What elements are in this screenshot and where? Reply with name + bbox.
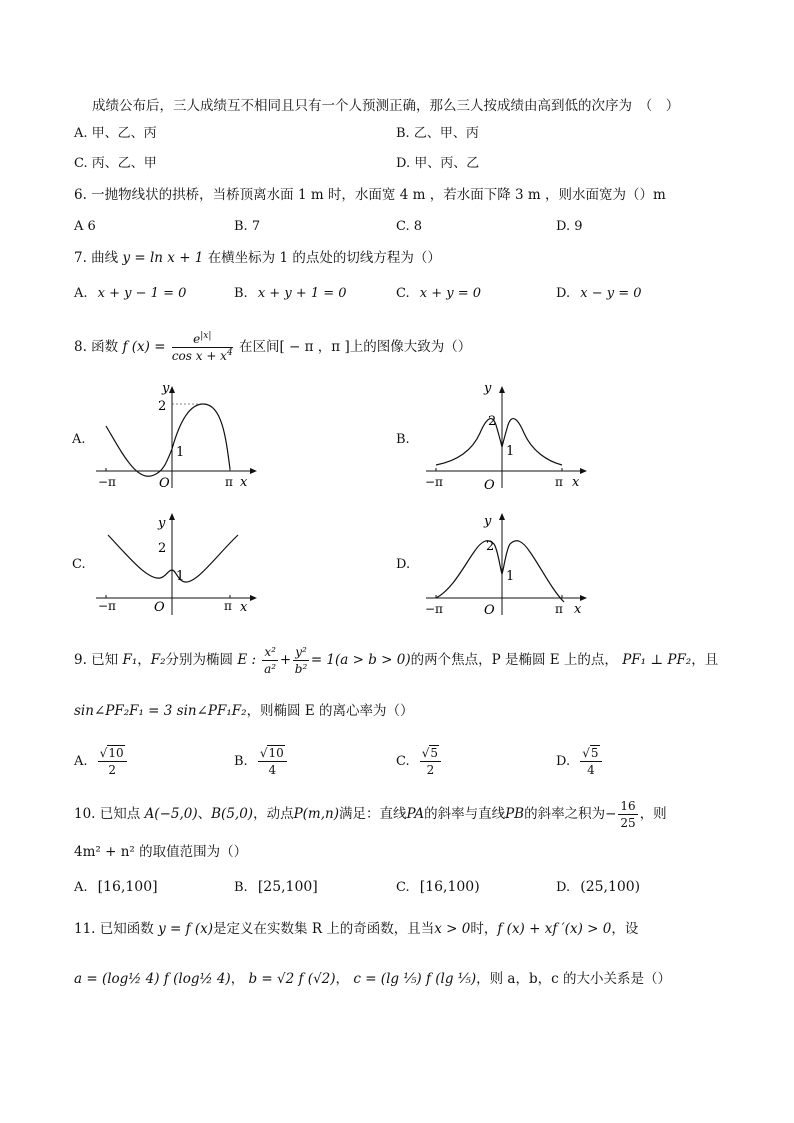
q7-curve-expr: y = ln x + 1	[122, 250, 204, 266]
q10-line-pb: PB	[505, 806, 525, 822]
q9-stem: 9. 已知 F₁，F₂分别为椭圆 E : $\frac{\text{x²}}{\text{a²}}$ + $\frac{\text{y²}}{\text{b²}}$ = 1(a > b > 0)的两个焦点，P 是椭圆 E 上的点， PF₁ ⊥ PF₂，且	[74, 645, 719, 676]
y-label: y	[158, 516, 166, 531]
q5-option-c: C. 丙、乙、甲	[74, 156, 157, 171]
x-axis-arrow	[250, 468, 257, 474]
q9-option-c	[396, 742, 443, 782]
q10-option-a-expr: [16,100]	[97, 879, 158, 895]
q9-option-c-label: C.	[396, 754, 410, 769]
q9-p-part: P 是椭圆 E 上的点，	[491, 652, 618, 668]
q8-fx: f (x) =	[122, 339, 166, 355]
q10-line-pa: PA	[406, 806, 425, 822]
q7-stem-pre: 7. 曲线	[74, 250, 119, 266]
q11-line2: a = (log½ 4) f (log½ 4)， b = √2 f (√2)， c = (lg ⅕) f (lg ⅕)，则 a，b，c 的大小关系是（）	[74, 971, 671, 987]
q9-frac-x: $\frac{\text{x²}}{\text{a²}}$	[264, 645, 277, 676]
q10-option-d	[556, 878, 640, 897]
q9-ellipse-rhs: = 1(a > b > 0)	[310, 652, 411, 668]
q6-option-c: C. 8	[396, 219, 423, 234]
q11-b-definition: b = √2 f (√2)	[248, 971, 336, 987]
q10-option-b-expr: [25,100]	[257, 879, 318, 895]
q9-option-c-num: 5	[430, 746, 439, 760]
q11-ending: ，则 a，b，c 的大小关系是（）	[476, 971, 671, 987]
q9-option-b-num: 10	[268, 746, 284, 760]
q6-stem: 6. 一抛物线状的拱桥，当桥顶离水面 1 m 时，水面宽 4 m ，若水面下降 3 m ，则水面宽为（）m	[74, 187, 666, 203]
q11-stem	[74, 920, 638, 938]
q8-den-exp: 4	[226, 348, 233, 358]
q9-tail: ，且	[691, 652, 719, 668]
q6-option-d: D. 9	[556, 219, 583, 234]
y-label: y	[162, 381, 170, 396]
q6-option-b: B. 7	[234, 219, 261, 234]
y-axis-arrow	[169, 386, 175, 393]
origin-label: O	[484, 603, 495, 618]
q5-option-a: A. 甲、乙、丙	[74, 126, 157, 141]
q10-tail: ，则	[639, 806, 667, 822]
q7-option-d-expr: x − y = 0	[580, 286, 642, 301]
q11-c-definition: c = (lg ⅕) f (lg ⅕)	[353, 971, 477, 987]
q11-mid2: 时，	[470, 921, 498, 937]
q7-option-c-label: C.	[396, 286, 410, 301]
q9-frac-y: $\frac{\text{y²}}{\text{b²}}$	[294, 645, 308, 676]
q10-point-a: A(−5,0)	[144, 806, 198, 822]
q8-stem-post: 在区间[ − π ，π ]上的图像大致为（）	[238, 339, 472, 355]
q5-stem: 成绩公布后，三人成绩互不相同且只有一个人预测正确，那么三人按成绩由高到低的次序为 （ ）	[92, 98, 680, 114]
q10-stem-pre: 10. 已知点	[74, 806, 141, 822]
q10-option-b	[234, 878, 318, 897]
q7-option-c-expr: x + y = 0	[419, 286, 482, 301]
q10-option-b-label: B.	[234, 880, 248, 895]
tick-2-label: 2	[488, 414, 497, 429]
q7-option-d-label: D.	[556, 286, 571, 301]
q8-fraction	[172, 331, 233, 364]
origin-label: O	[154, 600, 165, 615]
q11-mid: 是定义在实数集 R 上的奇函数，且当	[213, 921, 435, 937]
q11-tail: ，设	[611, 921, 639, 937]
q11-function: y = f (x)	[158, 921, 214, 937]
q10-stem: 10. 已知点 A(−5,0)、B(5,0)，动点P(m,n)满足：直线PA的斜率与直线PB的斜率之积为− $\frac{16}{25}$ ，则	[74, 799, 667, 830]
q9-option-b	[234, 742, 289, 782]
q9-sep: ，	[137, 652, 151, 668]
q8-den-base: cos x + x	[171, 349, 227, 363]
q8-numerator	[172, 331, 233, 348]
q9-option-d-label: D.	[556, 754, 571, 769]
q10-mid: ，动点	[253, 806, 294, 822]
q9-f1: F₁	[122, 652, 138, 668]
pi-label: π	[555, 475, 563, 489]
q8-graph-c-label: C.	[72, 557, 86, 572]
q10-ratio-den: 25	[620, 816, 636, 830]
tick-2-label: 2	[158, 541, 167, 556]
neg-pi-label: −π	[98, 475, 116, 489]
q7-option-a	[74, 285, 186, 303]
q10-option-c-expr: [16,100)	[419, 879, 480, 895]
q10-line2: 4m² + n² 的取值范围为（）	[74, 844, 248, 860]
q7-option-d	[556, 285, 642, 303]
q9-line2	[74, 702, 414, 720]
q10-mid3: 的斜率与直线	[424, 806, 506, 822]
q10-option-a-label: A.	[74, 880, 88, 895]
q8-num-base: e	[193, 332, 201, 346]
q8-stem-pre: 8. 函数	[74, 339, 119, 355]
x-axis-arrow	[580, 468, 587, 474]
x-axis-arrow	[580, 595, 587, 601]
q9-option-d-den: 4	[587, 763, 595, 777]
q10-mid4: 的斜率之积为	[524, 806, 606, 822]
pi-label: π	[555, 602, 563, 616]
q9-option-a-den: 2	[108, 763, 116, 777]
tick-1-label: 1	[506, 569, 515, 584]
q8-graph-b	[422, 383, 592, 493]
q9-option-c-den: 2	[426, 763, 435, 777]
x-axis-arrow	[250, 595, 257, 601]
q9-perp: PF₁ ⊥ PF₂	[622, 652, 692, 668]
q9-option-a-num: 10	[108, 746, 124, 760]
q10-sep: 、	[197, 806, 212, 822]
x-label: x	[240, 600, 248, 615]
origin-label: O	[484, 478, 495, 493]
q7-stem	[74, 249, 441, 267]
q7-option-c	[396, 285, 481, 303]
q11-a-definition: a = (log½ 4) f (log½ 4)	[74, 971, 231, 987]
q10-option-c-label: C.	[396, 880, 410, 895]
graph-curve	[108, 535, 238, 582]
pi-label: π	[225, 475, 233, 489]
q8-denominator	[172, 348, 233, 364]
q7-option-b	[234, 285, 347, 303]
q9-option-a-label: A.	[74, 754, 88, 769]
q10-option-a	[74, 878, 158, 897]
q8-graph-d	[422, 510, 592, 620]
x-label: x	[240, 475, 248, 490]
q9-sine-relation: sin∠PF₂F₁ = 3 sin∠PF₁F₂	[74, 703, 247, 719]
graph-curve	[436, 419, 562, 465]
q9-option-a-frac: $\frac{√10}{2}$	[98, 745, 127, 778]
q9-option-d	[556, 742, 604, 782]
y-axis-arrow	[169, 513, 175, 520]
q11-inequality: f (x) + xf ′(x) > 0	[497, 921, 612, 937]
pi-label: π	[224, 599, 232, 613]
q7-option-b-label: B.	[234, 286, 248, 301]
q7-stem-post: 在横坐标为 1 的点处的切线方程为（）	[207, 250, 441, 266]
q9-line2-post: ，则椭圆 E 的离心率为（）	[246, 703, 414, 719]
x-label: x	[574, 602, 582, 617]
q10-point-p: P(m,n)	[293, 806, 339, 822]
q7-option-a-label: A.	[74, 286, 88, 301]
neg-pi-label: −π	[425, 475, 443, 489]
q10-option-c	[396, 878, 480, 897]
q6-option-a: A 6	[74, 219, 96, 234]
q10-ratio-num: 16	[620, 799, 636, 813]
q9-option-d-frac: $\frac{√5}{4}$	[580, 745, 601, 778]
q7-option-b-expr: x + y + 1 = 0	[257, 286, 347, 301]
graph-curve	[106, 404, 230, 476]
q8-graph-d-label: D.	[396, 557, 411, 572]
q10-option-d-expr: (25,100)	[580, 879, 641, 895]
q8-graph-a	[92, 383, 262, 493]
q9-ellipse-name: E :	[237, 652, 257, 668]
q8-num-exp: |x|	[200, 331, 212, 341]
q10-ratio	[618, 798, 637, 831]
q9-option-d-num: 5	[590, 746, 599, 760]
q8-graph-c	[92, 510, 262, 620]
y-label: y	[484, 514, 492, 529]
q10-mid2: 满足：直线	[338, 806, 407, 822]
q9-option-b-frac: $\frac{√10}{4}$	[258, 745, 287, 778]
q9-stem-pre: 9. 已知	[74, 652, 119, 668]
q7-option-a-expr: x + y − 1 = 0	[97, 286, 187, 301]
q8-graph-a-label: A.	[72, 432, 86, 447]
q9-option-b-label: B.	[234, 754, 248, 769]
q11-stem-pre: 11. 已知函数	[74, 921, 154, 937]
q9-mid2: 的两个焦点，	[410, 652, 492, 668]
y-axis-arrow	[499, 386, 505, 393]
q8-graph-b-label: B.	[396, 432, 410, 447]
q11-condition: x > 0	[434, 921, 471, 937]
x-label: x	[572, 475, 580, 490]
q9-option-a	[74, 742, 129, 782]
tick-2-label: 2	[158, 399, 167, 414]
q9-f2: F₂	[150, 652, 166, 668]
tick-1-label: 1	[176, 445, 185, 460]
q9-mid1: 分别为椭圆	[165, 652, 234, 668]
q8-stem	[74, 330, 471, 364]
neg-pi-label: −π	[425, 602, 443, 616]
neg-pi-label: −π	[98, 599, 116, 613]
graph-curve	[436, 541, 564, 602]
origin-label: O	[159, 476, 170, 491]
q5-option-b: B. 乙、甲、丙	[396, 126, 479, 141]
q9-option-b-den: 4	[268, 763, 277, 777]
q5-option-d: D. 甲、丙、乙	[396, 156, 480, 171]
tick-1-label: 1	[506, 444, 515, 459]
q10-option-d-label: D.	[556, 880, 571, 895]
y-axis-arrow	[499, 513, 505, 520]
y-label: y	[484, 381, 492, 396]
tick-1-label: 1	[176, 569, 185, 584]
q10-point-b: B(5,0)	[211, 806, 254, 822]
q9-option-c-frac: $\frac{√5}{2}$	[420, 745, 441, 778]
tick-2-label: 2	[486, 539, 495, 554]
